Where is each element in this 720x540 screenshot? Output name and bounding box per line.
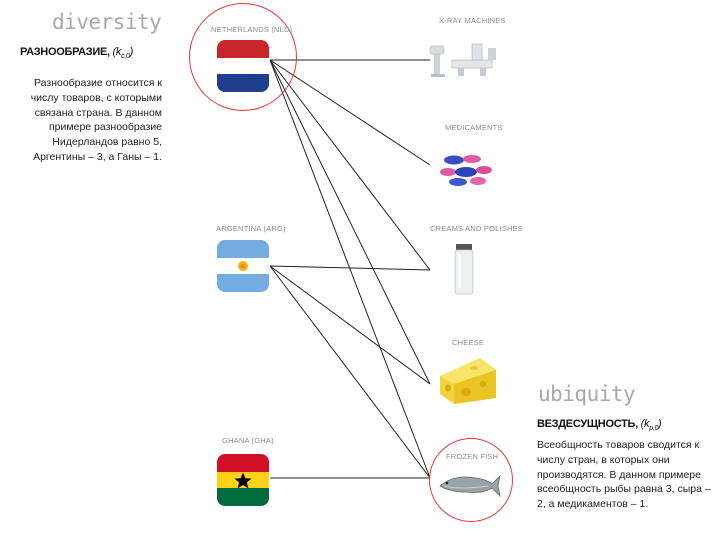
diversity-formula-close: ) bbox=[129, 46, 133, 58]
pills-icon bbox=[438, 150, 494, 190]
country-label-netherlands: NETHERLANDS (NLD) bbox=[211, 25, 293, 34]
ubiquity-formula-close: ) bbox=[658, 418, 662, 430]
cheese-icon bbox=[436, 354, 500, 406]
product-label-creams-and-polishes: CREAMS AND POLISHES bbox=[430, 224, 523, 233]
diversity-description: Разнообразие относится к числу товаров, с которыми связана страна. В данном примере разнообразие Нидерландов равно 5, Аргентины – 3, а Ганы – 1. bbox=[30, 77, 162, 163]
diversity-heading-text: РАЗНООБРАЗИЕ, bbox=[20, 46, 110, 58]
product-label-x-ray-machines: X-RAY MACHINES bbox=[439, 16, 506, 25]
diversity-heading bbox=[20, 46, 133, 60]
diversity-formula-sub: c,0 bbox=[121, 53, 130, 61]
link-line bbox=[270, 266, 430, 478]
ubiquity-formula-sub: p,0 bbox=[649, 425, 659, 433]
ubiquity-heading bbox=[537, 418, 661, 432]
cream-jar-icon bbox=[452, 244, 476, 296]
link-line bbox=[270, 60, 430, 165]
ubiquity-heading-text: ВЕЗДЕСУЩНОСТЬ, bbox=[537, 418, 638, 430]
x-ray-machine-icon bbox=[428, 40, 500, 80]
ubiquity-formula bbox=[640, 418, 662, 433]
ubiquity-formula-k: (k bbox=[640, 418, 650, 430]
link-line bbox=[270, 60, 430, 270]
product-label-frozen-fish: FROZEN FISH bbox=[446, 452, 499, 461]
ghana-flag-icon bbox=[217, 454, 269, 506]
fish-icon bbox=[436, 470, 502, 500]
product-label-medicaments: MEDICAMENTS bbox=[445, 123, 503, 132]
link-line bbox=[270, 266, 430, 384]
country-label-ghana: GHANA (GHA) bbox=[222, 436, 274, 445]
ubiquity-title: ubiquity bbox=[538, 382, 636, 406]
argentina-flag-icon bbox=[217, 240, 269, 292]
ubiquity-description: Всеобщность товаров сводится к числу стран, в которых они производятся. В данном примере всеобщность рыбы равна 3, сыра – 2, а медикаментов – 1. bbox=[537, 439, 711, 511]
product-label-cheese: CHEESE bbox=[452, 338, 485, 347]
diversity-title: diversity bbox=[52, 10, 162, 34]
country-label-argentina: ARGENTINA (ARG) bbox=[216, 224, 286, 233]
link-line bbox=[270, 60, 430, 384]
netherlands-flag-icon bbox=[217, 40, 269, 92]
diversity-formula bbox=[112, 46, 133, 61]
diversity-formula-k: (k bbox=[112, 46, 122, 58]
